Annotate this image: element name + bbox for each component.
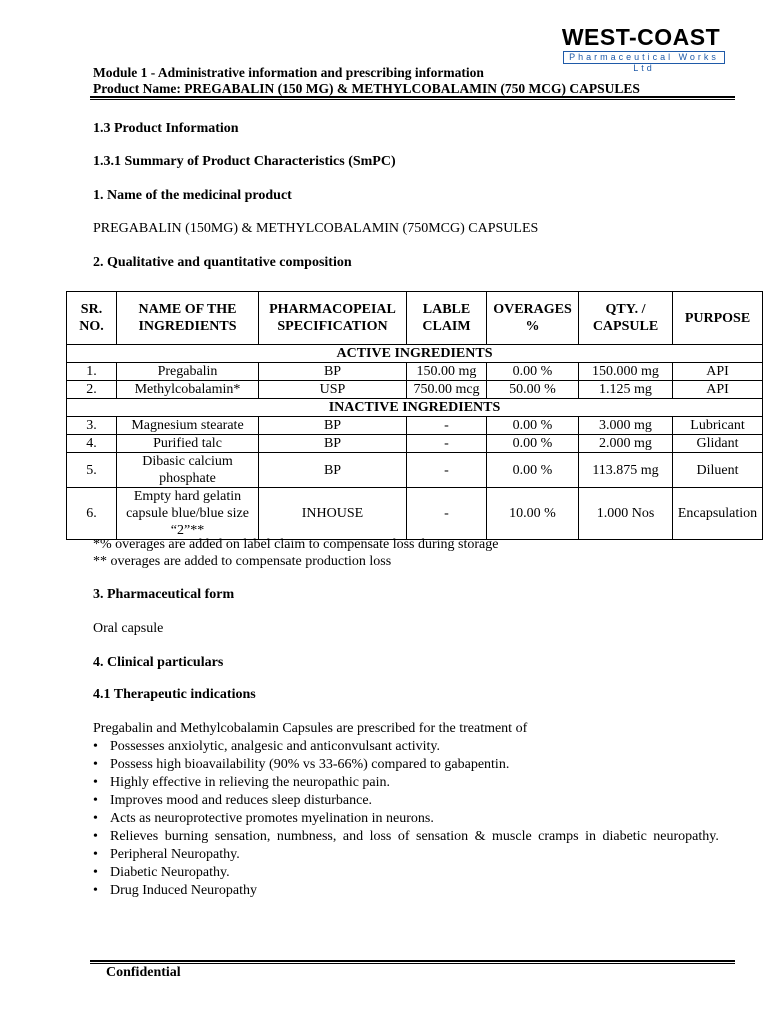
cell-name: Pregabalin: [117, 363, 259, 381]
cell-spec: INHOUSE: [259, 488, 407, 540]
cell-purpose: API: [673, 381, 763, 399]
cell-claim: -: [407, 488, 487, 540]
bullet-icon: •: [93, 865, 98, 880]
module-title: Module 1 - Administrative information and prescribing information: [93, 65, 484, 80]
cell-overages: 10.00 %: [487, 488, 579, 540]
cell-overages: 0.00 %: [487, 453, 579, 488]
cell-claim: -: [407, 453, 487, 488]
footer-divider: [90, 960, 735, 962]
cell-overages: 50.00 %: [487, 381, 579, 399]
header-divider: [90, 96, 735, 98]
cell-qty: 2.000 mg: [579, 435, 673, 453]
table-row: [67, 363, 763, 381]
cell-sr: 3.: [67, 417, 117, 435]
cell-purpose: Diluent: [673, 453, 763, 488]
list-item: • Improves mood and reduces sleep disturbance.: [93, 793, 373, 808]
table-row: [67, 488, 763, 540]
cell-spec: BP: [259, 435, 407, 453]
inactive-section-label: INACTIVE INGREDIENTS: [67, 399, 763, 417]
cell-name: Methylcobalamin*: [117, 381, 259, 399]
inactive-section-row: [67, 399, 763, 417]
footer-confidential: Confidential: [106, 965, 181, 980]
cell-spec: BP: [259, 453, 407, 488]
table-header-row: [67, 292, 763, 345]
list-item: • Drug Induced Neuropathy: [93, 883, 257, 898]
table-row: [67, 417, 763, 435]
header-divider-thin: [90, 99, 735, 100]
cell-spec: BP: [259, 363, 407, 381]
indications-list: [93, 738, 738, 900]
bullet-icon: •: [93, 829, 98, 844]
list-item: • Relieves burning sensation, numbness, and loss of sensation & muscle cramps in diabetic neuropathy.: [93, 829, 719, 844]
cell-claim: 150.00 mg: [407, 363, 487, 381]
header-name: NAME OF THE INGREDIENTS: [117, 292, 259, 345]
cell-sr: 6.: [67, 488, 117, 540]
cell-qty: 150.000 mg: [579, 363, 673, 381]
product-name: Product Name: PREGABALIN (150 MG) & METHYLCOBALAMIN (750 MCG) CAPSULES: [93, 81, 640, 96]
section-2-heading: 2. Qualitative and quantitative composition: [93, 255, 352, 270]
cell-name: Dibasic calcium phosphate: [117, 453, 259, 488]
cell-purpose: Lubricant: [673, 417, 763, 435]
section-1-3-heading: 1.3 Product Information: [93, 121, 239, 136]
cell-sr: 4.: [67, 435, 117, 453]
logo-main-text: WEST-COAST: [561, 24, 721, 50]
header-spec: PHARMACOPEIAL SPECIFICATION: [259, 292, 407, 345]
cell-spec: USP: [259, 381, 407, 399]
cell-name: Empty hard gelatin capsule blue/blue size “2”**: [117, 488, 259, 540]
cell-qty: 1.000 Nos: [579, 488, 673, 540]
active-section-row: [67, 345, 763, 363]
cell-overages: 0.00 %: [487, 435, 579, 453]
header-claim: LABLE CLAIM: [407, 292, 487, 345]
company-logo: [557, 24, 725, 73]
cell-spec: BP: [259, 417, 407, 435]
bullet-icon: •: [93, 793, 98, 808]
logo-sub-text: Pharmaceutical Works Ltd: [563, 51, 725, 64]
cell-claim: 750.00 mcg: [407, 381, 487, 399]
bullet-icon: •: [93, 775, 98, 790]
list-item: • Possesses anxiolytic, analgesic and anticonvulsant activity.: [93, 739, 440, 754]
list-item: • Highly effective in relieving the neuropathic pain.: [93, 775, 391, 790]
cell-overages: 0.00 %: [487, 417, 579, 435]
cell-purpose: Encapsulation: [673, 488, 763, 540]
cell-claim: -: [407, 435, 487, 453]
table-row: [67, 453, 763, 488]
bullet-icon: •: [93, 883, 98, 898]
cell-name: Purified talc: [117, 435, 259, 453]
section-4-heading: 4. Clinical particulars: [93, 655, 224, 670]
bullet-icon: •: [93, 739, 98, 754]
header-sr: SR. NO.: [67, 292, 117, 345]
pharmaceutical-form-text: Oral capsule: [93, 621, 164, 636]
list-item: • Possess high bioavailability (90% vs 33-66%) compared to gabapentin.: [93, 757, 510, 772]
bullet-icon: •: [93, 757, 98, 772]
cell-qty: 113.875 mg: [579, 453, 673, 488]
bullet-icon: •: [93, 811, 98, 826]
header-qty: QTY. / CAPSULE: [579, 292, 673, 345]
bullet-icon: •: [93, 847, 98, 862]
list-item: • Peripheral Neuropathy.: [93, 847, 240, 862]
product-name-text: PREGABALIN (150MG) & METHYLCOBALAMIN (750MCG) CAPSULES: [93, 221, 539, 236]
table-row: [67, 435, 763, 453]
header-overages: OVERAGES %: [487, 292, 579, 345]
table-row: [67, 381, 763, 399]
list-item: • Acts as neuroprotective promotes myelination in neurons.: [93, 811, 434, 826]
cell-qty: 1.125 mg: [579, 381, 673, 399]
cell-purpose: API: [673, 363, 763, 381]
active-section-label: ACTIVE INGREDIENTS: [67, 345, 763, 363]
cell-qty: 3.000 mg: [579, 417, 673, 435]
section-1-3-1-heading: 1.3.1 Summary of Product Characteristics (SmPC): [93, 154, 396, 169]
header-purpose: PURPOSE: [673, 292, 763, 345]
composition-table: [66, 291, 763, 540]
section-1-heading: 1. Name of the medicinal product: [93, 188, 292, 203]
footer-divider-thin: [90, 963, 735, 964]
footnote-storage: *% overages are added on label claim to compensate loss during storage: [93, 537, 499, 552]
cell-overages: 0.00 %: [487, 363, 579, 381]
cell-sr: 1.: [67, 363, 117, 381]
footnote-production: ** overages are added to compensate production loss: [93, 554, 392, 569]
list-item: • Diabetic Neuropathy.: [93, 865, 230, 880]
cell-name: Magnesium stearate: [117, 417, 259, 435]
cell-sr: 5.: [67, 453, 117, 488]
section-3-heading: 3. Pharmaceutical form: [93, 587, 235, 602]
cell-purpose: Glidant: [673, 435, 763, 453]
indications-intro: Pregabalin and Methylcobalamin Capsules are prescribed for the treatment of: [93, 721, 528, 736]
cell-sr: 2.: [67, 381, 117, 399]
section-4-1-heading: 4.1 Therapeutic indications: [93, 687, 256, 702]
cell-claim: -: [407, 417, 487, 435]
